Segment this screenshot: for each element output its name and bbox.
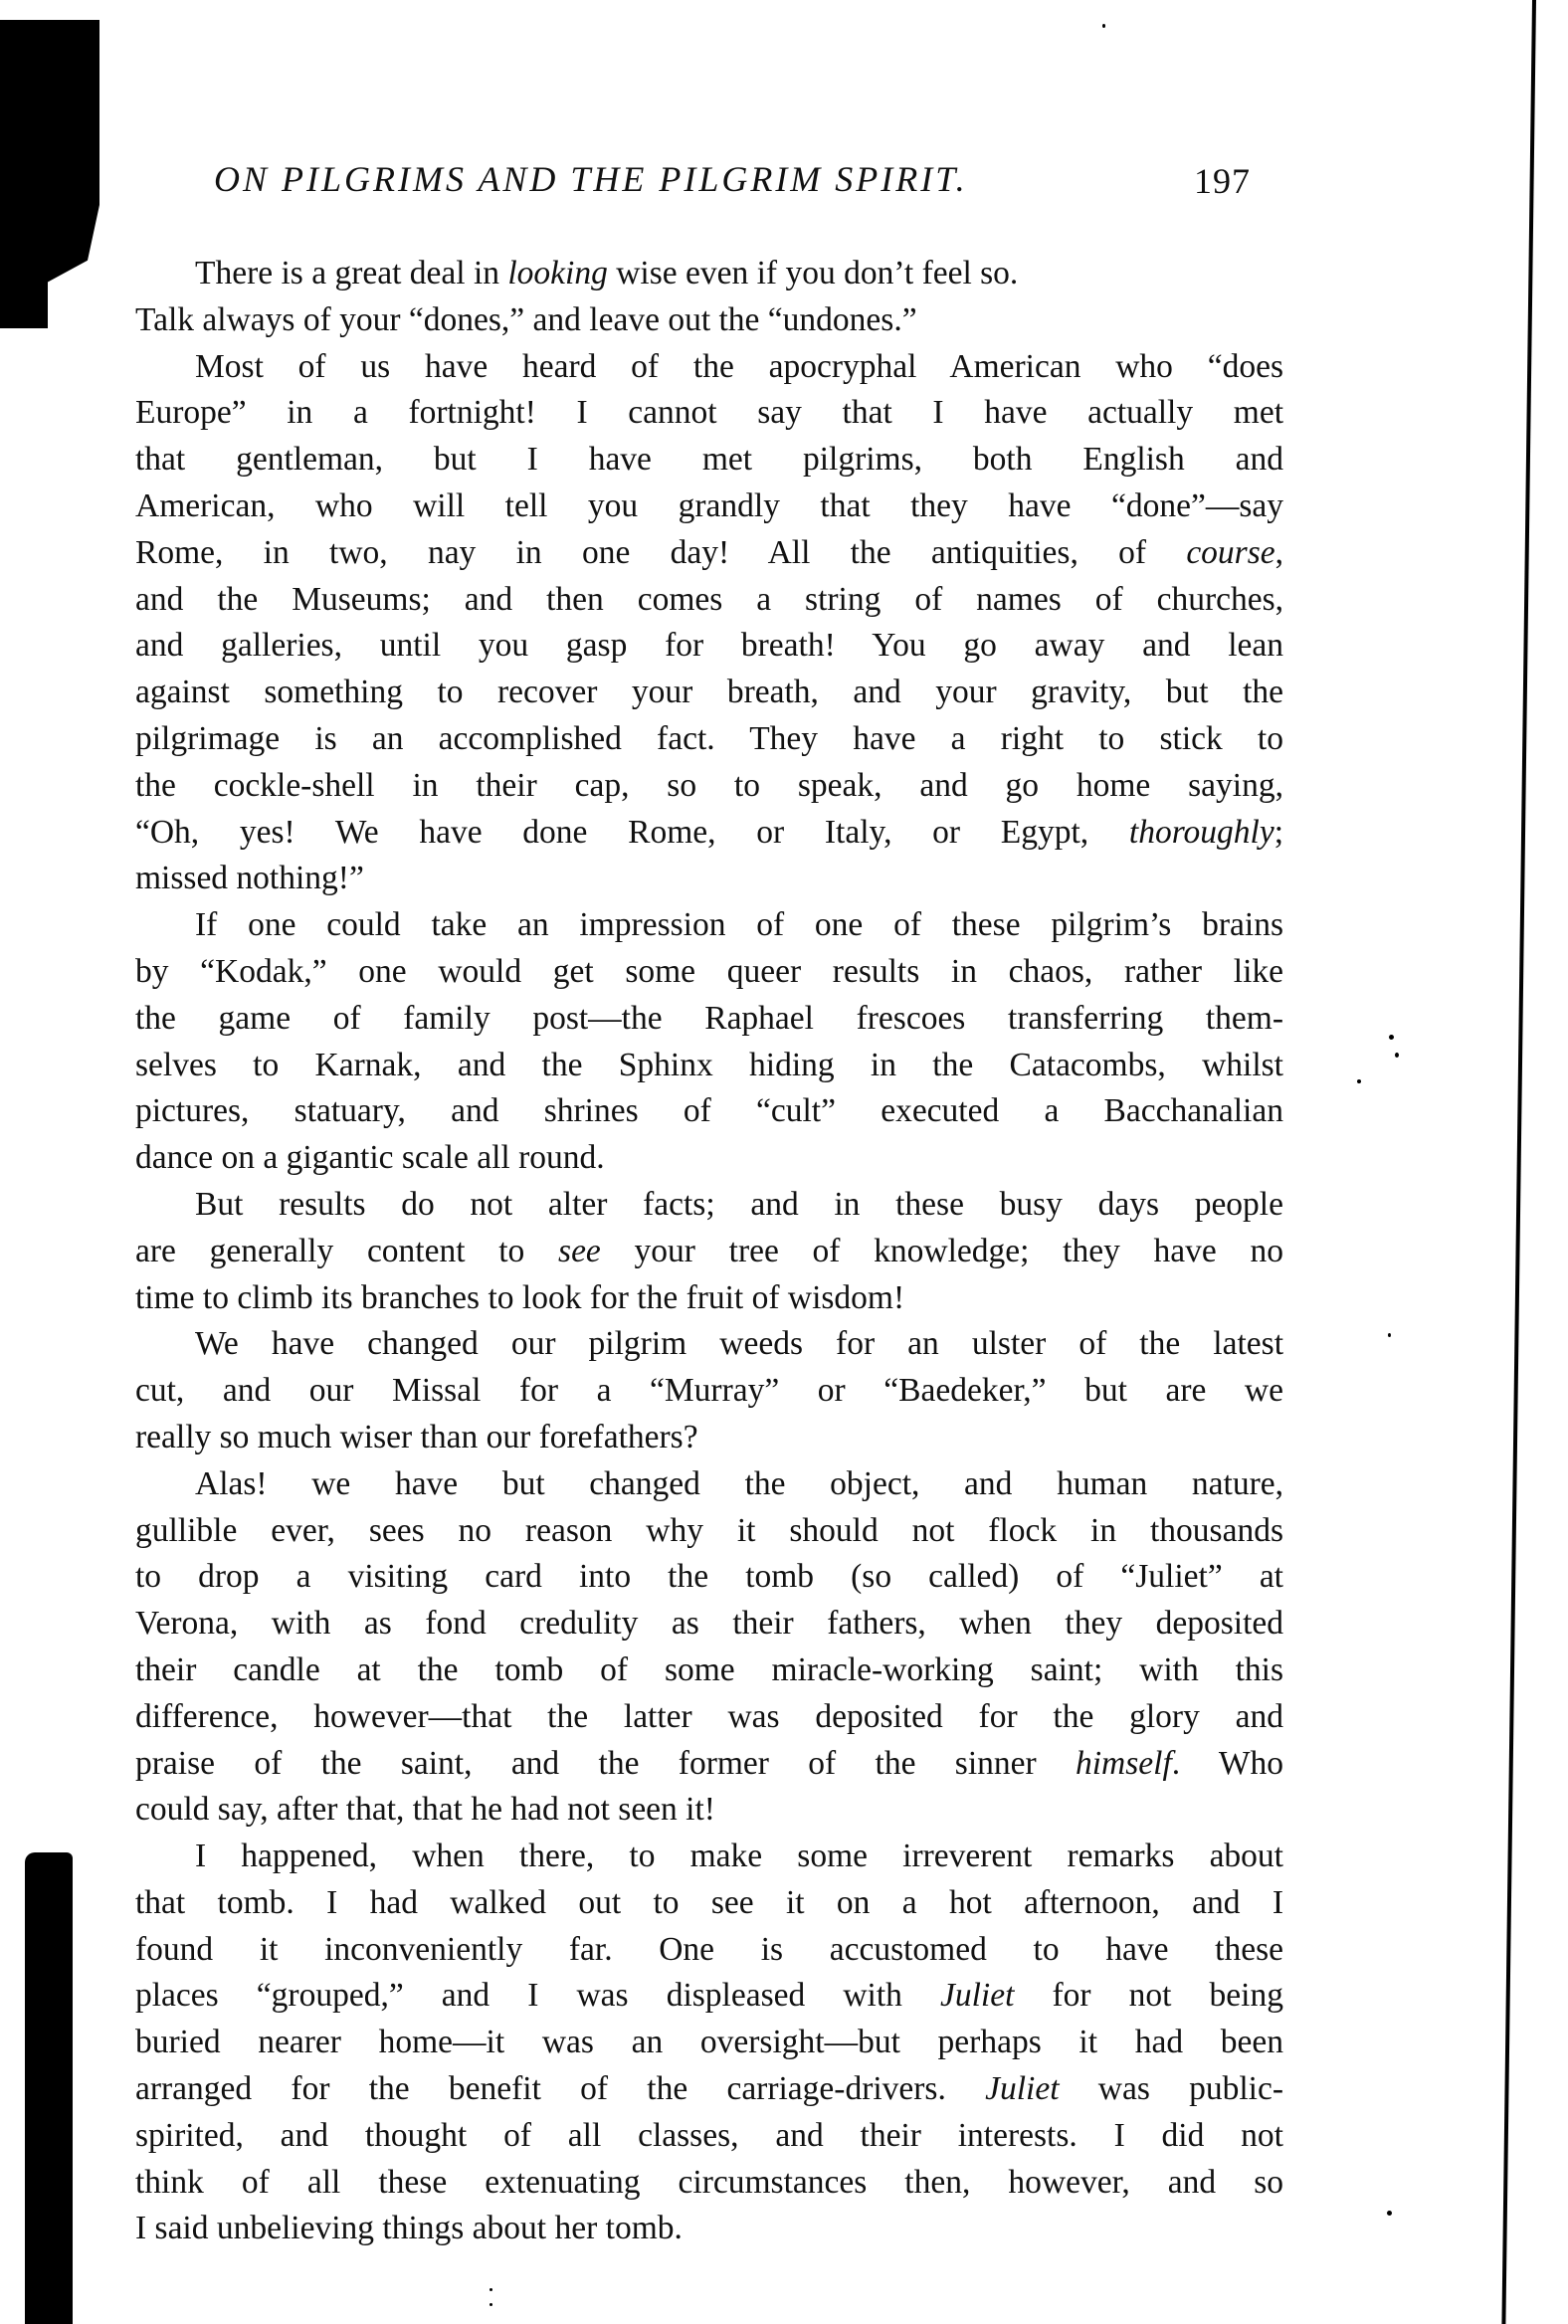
scan-speck bbox=[490, 2288, 492, 2291]
text-line bbox=[135, 251, 1283, 297]
text-line bbox=[135, 1554, 1283, 1601]
text-line bbox=[135, 297, 1283, 344]
text-run: Talk always of your “dones,” and leave out the “undones.” bbox=[135, 300, 917, 338]
text-line bbox=[135, 1182, 1283, 1229]
emphasis-text: thoroughly bbox=[1128, 813, 1274, 851]
text-run: difference, however—that the latter was deposited for the glory and bbox=[135, 1697, 1283, 1735]
text-run: . Who bbox=[1171, 1744, 1284, 1782]
text-run: pictures, statuary, and shrines of “cult” executed a Bacchanalian bbox=[135, 1092, 1283, 1130]
text-line bbox=[135, 716, 1283, 763]
text-run: the cockle-shell in their cap, so to speak, and go home saying, bbox=[135, 766, 1283, 804]
text-line bbox=[135, 577, 1283, 624]
text-run: , bbox=[1274, 533, 1283, 571]
text-run: their candle at the tomb of some miracle-working saint; with this bbox=[135, 1650, 1283, 1688]
text-run: I said unbelieving things about her tomb. bbox=[135, 2210, 683, 2247]
text-line bbox=[135, 2020, 1283, 2066]
body-text bbox=[135, 251, 1283, 2252]
text-run: Rome, in two, nay in one day! All the antiquities, of bbox=[135, 533, 1187, 571]
text-line bbox=[135, 996, 1283, 1043]
text-run: arranged for the benefit of the carriage-drivers. bbox=[135, 2070, 986, 2108]
text-run: ; bbox=[1274, 813, 1283, 851]
text-line bbox=[135, 1229, 1283, 1275]
text-line bbox=[135, 1694, 1283, 1741]
text-line bbox=[135, 1880, 1283, 1927]
text-line bbox=[135, 530, 1283, 577]
text-line bbox=[135, 344, 1283, 391]
text-line bbox=[135, 1275, 1283, 1322]
text-line bbox=[135, 390, 1283, 437]
text-run: for not being bbox=[1014, 1977, 1283, 2015]
text-run: buried nearer home—it was an oversight—but perhaps it had been bbox=[135, 2024, 1283, 2061]
text-run: American, who will tell you grandly that they have “done”—say bbox=[135, 486, 1283, 524]
text-run: pilgrimage is an accomplished fact. They have a right to stick to bbox=[135, 719, 1283, 757]
emphasis-text: Juliet bbox=[985, 2070, 1060, 2108]
scan-artifact-bottom-left bbox=[25, 1852, 73, 2324]
text-line bbox=[135, 1368, 1283, 1415]
text-line bbox=[135, 670, 1283, 716]
scan-artifact-top-left bbox=[0, 20, 99, 328]
text-run: against something to recover your breath, and your gravity, but the bbox=[135, 674, 1283, 711]
emphasis-text: himself bbox=[1076, 1744, 1172, 1782]
text-line bbox=[135, 1601, 1283, 1647]
text-run: Alas! we have but changed the object, and human nature, bbox=[195, 1464, 1283, 1502]
text-run: are generally content to bbox=[135, 1232, 559, 1269]
text-line bbox=[135, 1927, 1283, 1974]
text-run: gullible ever, sees no reason why it should not flock in thousands bbox=[135, 1511, 1283, 1549]
text-line bbox=[135, 1834, 1283, 1880]
text-run: really so much wiser than our forefathers? bbox=[135, 1418, 698, 1455]
text-run: dance on a gigantic scale all round. bbox=[135, 1139, 605, 1177]
scan-speck bbox=[1357, 1079, 1361, 1083]
text-run: and the Museums; and then comes a string of names of churches, bbox=[135, 580, 1283, 618]
text-run: and galleries, until you gasp for breath! You go away and lean bbox=[135, 627, 1283, 665]
text-run: We have changed our pilgrim weeds for an ulster of the latest bbox=[195, 1325, 1283, 1363]
emphasis-text: looking bbox=[507, 255, 608, 291]
running-head bbox=[214, 154, 1269, 204]
text-run: the game of family post—the Raphael frescoes transferring them- bbox=[135, 999, 1283, 1037]
text-line bbox=[135, 623, 1283, 670]
text-line bbox=[135, 763, 1283, 810]
text-run: places “grouped,” and I was displeased with bbox=[135, 1977, 940, 2015]
text-line bbox=[135, 902, 1283, 949]
text-line bbox=[135, 810, 1283, 857]
text-run: selves to Karnak, and the Sphinx hiding in the Catacombs, whilst bbox=[135, 1046, 1283, 1083]
text-run: by “Kodak,” one would get some queer results in chaos, rather like bbox=[135, 952, 1283, 990]
text-run: There is a great deal in bbox=[195, 255, 508, 291]
text-run: to drop a visiting card into the tomb (so called) of “Juliet” at bbox=[135, 1558, 1283, 1596]
text-line bbox=[135, 437, 1283, 484]
text-run: If one could take an impression of one of these pilgrim’s brains bbox=[195, 906, 1283, 944]
text-run: Verona, with as fond credulity as their fathers, when they deposited bbox=[135, 1605, 1283, 1643]
text-line bbox=[135, 1508, 1283, 1555]
text-run: Europe” in a fortnight! I cannot say that I have actually met bbox=[135, 394, 1283, 432]
text-run: Most of us have heard of the apocryphal American who “does bbox=[195, 347, 1283, 385]
text-line bbox=[135, 1647, 1283, 1694]
text-run: praise of the saint, and the former of the sinner bbox=[135, 1744, 1076, 1782]
scan-speck bbox=[490, 2303, 492, 2306]
text-line bbox=[135, 1415, 1283, 1461]
text-run: time to climb its branches to look for the fruit of wisdom! bbox=[135, 1278, 905, 1316]
running-head-title: ON PILGRIMS AND THE PILGRIM SPIRIT. bbox=[214, 159, 968, 199]
scan-speck bbox=[1388, 1333, 1391, 1337]
scan-speck bbox=[1387, 2211, 1392, 2216]
text-run: But results do not alter facts; and in these busy days people bbox=[195, 1185, 1283, 1223]
text-line bbox=[135, 2206, 1283, 2252]
scan-speck bbox=[1102, 24, 1105, 28]
text-line bbox=[135, 1088, 1283, 1135]
text-run: “Oh, yes! We have done Rome, or Italy, or Egypt, bbox=[135, 813, 1129, 851]
text-run: missed nothing!” bbox=[135, 860, 364, 897]
text-run: I happened, when there, to make some irreverent remarks about bbox=[195, 1838, 1283, 1875]
text-run: that tomb. I had walked out to see it on a hot afternoon, and I bbox=[135, 1883, 1283, 1921]
emphasis-text: Juliet bbox=[939, 1977, 1015, 2015]
text-line bbox=[135, 1741, 1283, 1788]
scan-speck bbox=[1395, 1053, 1399, 1058]
text-run: spirited, and thought of all classes, and their interests. I did not bbox=[135, 2116, 1283, 2154]
text-line bbox=[135, 1787, 1283, 1834]
text-line bbox=[135, 1973, 1283, 2020]
text-line bbox=[135, 1321, 1283, 1368]
text-line bbox=[135, 949, 1283, 996]
page-edge-right bbox=[1501, 0, 1536, 2324]
text-line bbox=[135, 1043, 1283, 1089]
text-line bbox=[135, 484, 1283, 530]
text-line bbox=[135, 1461, 1283, 1508]
emphasis-text: course bbox=[1186, 533, 1275, 571]
text-line bbox=[135, 2160, 1283, 2207]
page-number: 197 bbox=[1194, 161, 1251, 201]
text-run: could say, after that, that he had not seen it! bbox=[135, 1791, 715, 1829]
text-run: wise even if you don’t feel so. bbox=[607, 255, 1019, 291]
emphasis-text: see bbox=[558, 1232, 601, 1269]
text-run: found it inconveniently far. One is accustomed to have these bbox=[135, 1930, 1283, 1968]
text-run: was public- bbox=[1059, 2070, 1283, 2108]
text-line bbox=[135, 1135, 1283, 1182]
text-line bbox=[135, 2066, 1283, 2113]
text-run: cut, and our Missal for a “Murray” or “Baedeker,” but are we bbox=[135, 1372, 1283, 1410]
text-run: that gentleman, but I have met pilgrims, both English and bbox=[135, 441, 1283, 479]
text-run: your tree of knowledge; they have no bbox=[600, 1232, 1283, 1269]
text-run: think of all these extenuating circumstances then, however, and so bbox=[135, 2163, 1283, 2201]
scan-speck bbox=[1389, 1035, 1394, 1040]
text-line bbox=[135, 856, 1283, 902]
text-line bbox=[135, 2113, 1283, 2160]
